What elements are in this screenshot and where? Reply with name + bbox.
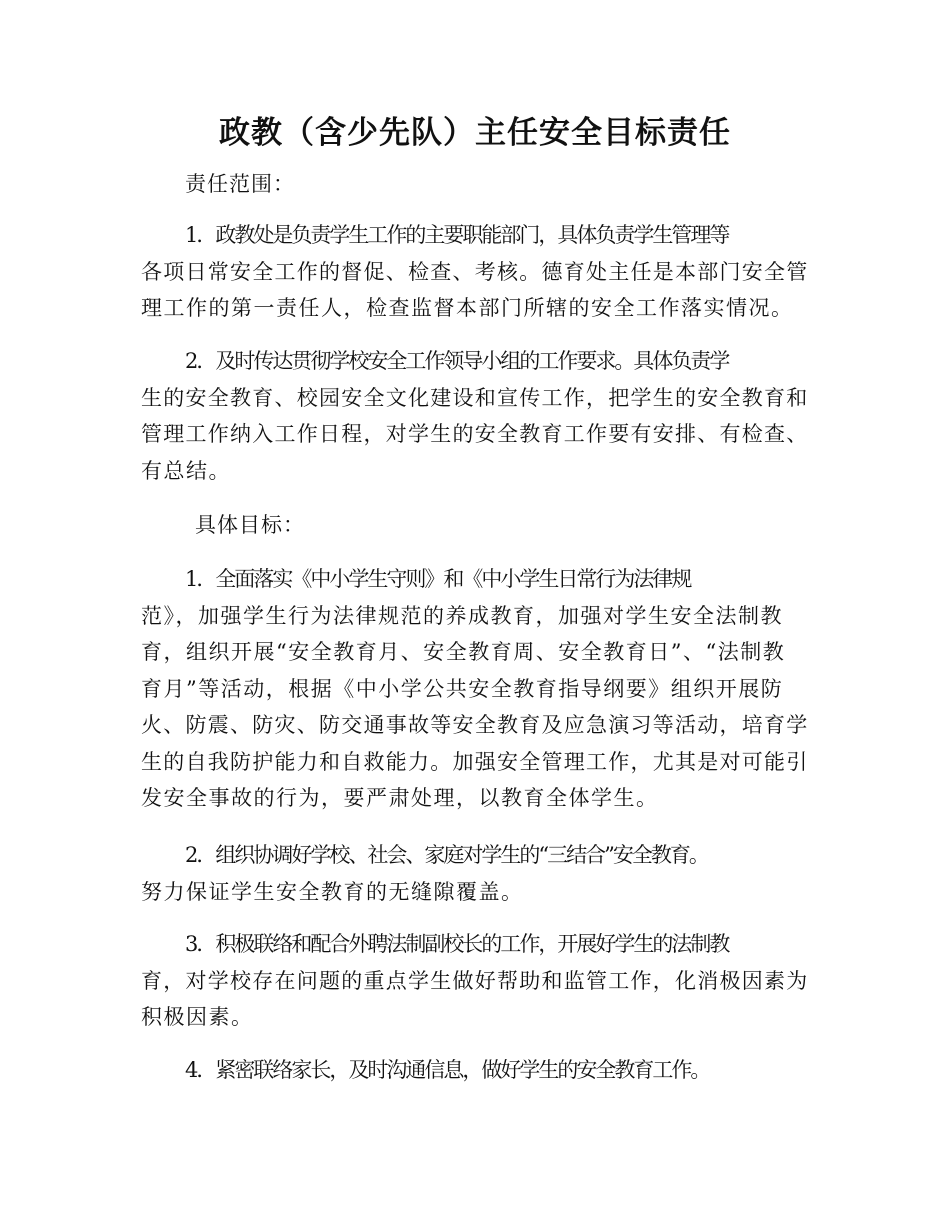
scope-paragraph-1 xyxy=(141,217,809,327)
goal-paragraph-3 xyxy=(141,926,809,1036)
paragraph-line: 3．积极联络和配合外聘法制副校长的工作，开展好学生的法制教 xyxy=(185,932,729,956)
paragraph-line: 理工作的第一责任人，检查监督本部门所辖的安全工作落实情况。 xyxy=(141,296,794,320)
paragraph-line: 管理工作纳入工作日程，对学生的安全教育工作要有安排、有检查、 xyxy=(141,422,809,446)
scope-paragraph-2 xyxy=(141,343,809,489)
document-title: 政教（含少先队）主任安全目标责任 xyxy=(219,115,731,151)
paragraph-line: 努力保证学生安全教育的无缝隙覆盖。 xyxy=(141,879,524,904)
paragraph-line: 发安全事故的行为，要严肃处理，以教育全体学生。 xyxy=(141,786,659,810)
paragraph-line: 育，对学校存在问题的重点学生做好帮助和监管工作，化消极因素为 xyxy=(141,968,809,993)
paragraph-line: 育，组织开展“安全教育月、安全教育周、安全教育日”、“法制教 xyxy=(141,640,786,664)
goals-heading: 具体目标： xyxy=(195,513,305,537)
paragraph-line: 范》，加强学生行为法律规范的养成教育，加强对学生安全法制教 xyxy=(141,603,783,628)
goal-paragraph-1 xyxy=(141,561,809,817)
goal-paragraph-2 xyxy=(141,837,809,910)
paragraph-line: 2．及时传达贯彻学校安全工作领导小组的工作要求。具体负责学 xyxy=(185,349,729,373)
paragraph-line: 1．政教处是负责学生工作的主要职能部门，具体负责学生管理等 xyxy=(185,223,729,247)
paragraph-line: 生的安全教育、校园安全文化建设和宣传工作，把学生的安全教育和 xyxy=(141,385,809,410)
paragraph-line: 积极因素。 xyxy=(141,1005,254,1029)
scope-heading: 责任范围： xyxy=(185,172,295,196)
paragraph-line: 有总结。 xyxy=(141,458,231,483)
paragraph-line: 生的自我防护能力和自救能力。加强安全管理工作，尤其是对可能引 xyxy=(141,749,809,774)
paragraph-line: 火、防震、防灾、防交通事故等安全教育及应急演习等活动，培育学 xyxy=(141,713,809,737)
paragraph-line: 各项日常安全工作的督促、检查、考核。德育处主任是本部门安全管 xyxy=(141,259,809,284)
paragraph-line: 育月”等活动，根据《中小学公共安全教育指导纲要》组织开展防 xyxy=(141,676,784,701)
paragraph-line: 1．全面落实《中小学生守则》和《中小学生日常行为法律规 xyxy=(185,567,691,591)
paragraph-line: 2．组织协调好学校、社会、家庭对学生的“三结合”安全教育。 xyxy=(185,843,708,867)
goal-paragraph-4 xyxy=(141,1052,809,1089)
paragraph-line: 4．紧密联络家长，及时沟通信息，做好学生的安全教育工作。 xyxy=(185,1058,710,1082)
